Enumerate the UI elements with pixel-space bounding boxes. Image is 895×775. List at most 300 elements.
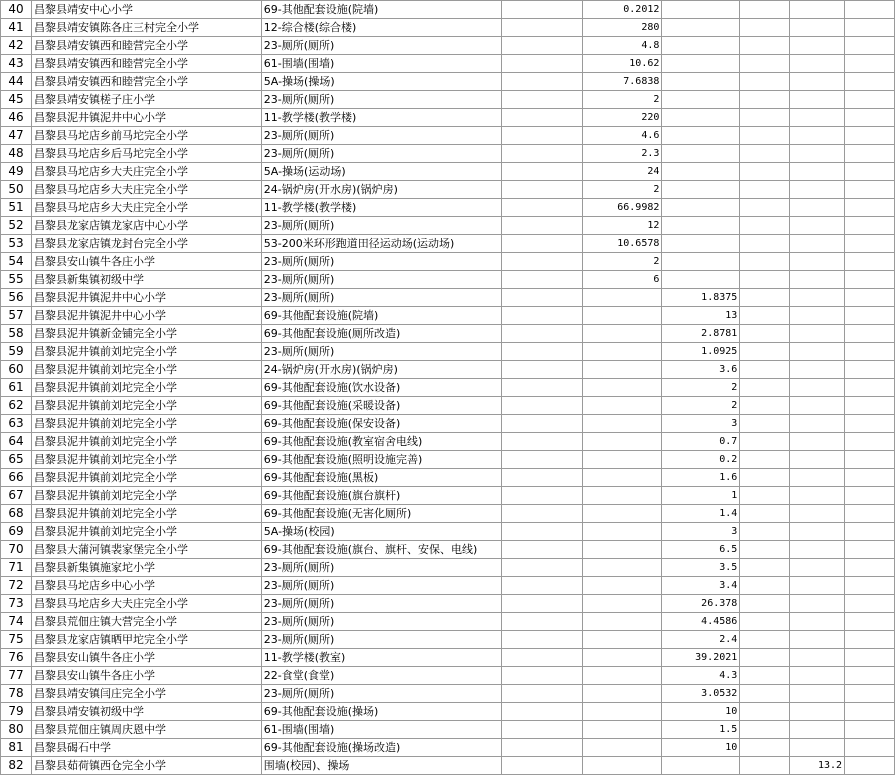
amount-cell-3[interactable] [790,199,845,217]
amount-cell-1[interactable]: 2.3 [582,145,662,163]
empty-cell[interactable] [845,325,895,343]
project-item-cell[interactable]: 69-其他配套设施(饮水设备) [261,379,501,397]
amount-cell-3[interactable] [790,271,845,289]
school-name-cell[interactable]: 昌黎县泥井镇前刘坨完全小学 [31,505,261,523]
amount-cell-1[interactable] [582,325,662,343]
amount-cell-3[interactable] [790,721,845,739]
empty-cell[interactable] [501,559,582,577]
row-number-cell[interactable]: 46 [1,109,32,127]
amount-cell-3[interactable] [790,685,845,703]
school-name-cell[interactable]: 昌黎县泥井镇泥井中心小学 [31,307,261,325]
amount-cell-2[interactable]: 4.4586 [662,613,740,631]
row-number-cell[interactable]: 48 [1,145,32,163]
amount-cell-1[interactable]: 280 [582,19,662,37]
school-name-cell[interactable]: 昌黎县马坨店乡前马坨完全小学 [31,127,261,145]
empty-cell[interactable] [740,649,790,667]
empty-cell[interactable] [501,721,582,739]
empty-cell[interactable] [740,145,790,163]
project-item-cell[interactable]: 23-厕所(厕所) [261,127,501,145]
empty-cell[interactable] [740,397,790,415]
row-number-cell[interactable]: 74 [1,613,32,631]
amount-cell-1[interactable]: 2 [582,253,662,271]
amount-cell-2[interactable]: 39.2021 [662,649,740,667]
row-number-cell[interactable]: 68 [1,505,32,523]
amount-cell-3[interactable] [790,289,845,307]
amount-cell-2[interactable]: 3 [662,523,740,541]
amount-cell-3[interactable] [790,145,845,163]
empty-cell[interactable] [501,235,582,253]
amount-cell-1[interactable]: 66.9982 [582,199,662,217]
school-name-cell[interactable]: 昌黎县靖安镇陈各庄三村完全小学 [31,19,261,37]
empty-cell[interactable] [845,19,895,37]
amount-cell-3[interactable] [790,343,845,361]
empty-cell[interactable] [740,541,790,559]
empty-cell[interactable] [501,343,582,361]
empty-cell[interactable] [501,523,582,541]
school-name-cell[interactable]: 昌黎县靖安镇西和睦营完全小学 [31,55,261,73]
empty-cell[interactable] [740,199,790,217]
empty-cell[interactable] [501,217,582,235]
amount-cell-2[interactable]: 3.6 [662,361,740,379]
amount-cell-3[interactable] [790,667,845,685]
amount-cell-3[interactable] [790,577,845,595]
row-number-cell[interactable]: 79 [1,703,32,721]
empty-cell[interactable] [740,685,790,703]
row-number-cell[interactable]: 63 [1,415,32,433]
amount-cell-1[interactable] [582,289,662,307]
amount-cell-3[interactable] [790,541,845,559]
project-item-cell[interactable]: 69-其他配套设施(黑板) [261,469,501,487]
project-item-cell[interactable]: 69-其他配套设施(操场改造) [261,739,501,757]
empty-cell[interactable] [845,253,895,271]
row-number-cell[interactable]: 72 [1,577,32,595]
amount-cell-3[interactable] [790,55,845,73]
amount-cell-1[interactable] [582,451,662,469]
project-item-cell[interactable]: 23-厕所(厕所) [261,613,501,631]
amount-cell-3[interactable] [790,379,845,397]
school-name-cell[interactable]: 昌黎县马坨店乡中心小学 [31,577,261,595]
empty-cell[interactable] [845,649,895,667]
empty-cell[interactable] [501,1,582,19]
row-number-cell[interactable]: 58 [1,325,32,343]
amount-cell-1[interactable] [582,469,662,487]
empty-cell[interactable] [501,163,582,181]
empty-cell[interactable] [501,145,582,163]
amount-cell-1[interactable] [582,577,662,595]
amount-cell-1[interactable] [582,307,662,325]
amount-cell-3[interactable] [790,37,845,55]
amount-cell-1[interactable] [582,415,662,433]
empty-cell[interactable] [740,577,790,595]
amount-cell-2[interactable] [662,91,740,109]
project-item-cell[interactable]: 69-其他配套设施(厕所改造) [261,325,501,343]
empty-cell[interactable] [740,181,790,199]
empty-cell[interactable] [845,343,895,361]
project-item-cell[interactable]: 69-其他配套设施(操场) [261,703,501,721]
project-item-cell[interactable]: 69-其他配套设施(采暖设备) [261,397,501,415]
empty-cell[interactable] [845,145,895,163]
school-name-cell[interactable]: 昌黎县龙家店镇龙家店中心小学 [31,217,261,235]
amount-cell-1[interactable] [582,523,662,541]
project-item-cell[interactable]: 23-厕所(厕所) [261,37,501,55]
project-item-cell[interactable]: 23-厕所(厕所) [261,631,501,649]
amount-cell-1[interactable]: 2 [582,91,662,109]
school-name-cell[interactable]: 昌黎县靖安镇槎子庄小学 [31,91,261,109]
empty-cell[interactable] [845,631,895,649]
empty-cell[interactable] [501,325,582,343]
empty-cell[interactable] [740,415,790,433]
amount-cell-2[interactable]: 10 [662,739,740,757]
row-number-cell[interactable]: 77 [1,667,32,685]
empty-cell[interactable] [845,271,895,289]
empty-cell[interactable] [845,199,895,217]
project-item-cell[interactable]: 23-厕所(厕所) [261,577,501,595]
amount-cell-2[interactable] [662,19,740,37]
row-number-cell[interactable]: 49 [1,163,32,181]
amount-cell-1[interactable] [582,397,662,415]
amount-cell-3[interactable] [790,523,845,541]
row-number-cell[interactable]: 67 [1,487,32,505]
amount-cell-1[interactable] [582,721,662,739]
empty-cell[interactable] [501,19,582,37]
empty-cell[interactable] [845,217,895,235]
row-number-cell[interactable]: 52 [1,217,32,235]
row-number-cell[interactable]: 54 [1,253,32,271]
row-number-cell[interactable]: 76 [1,649,32,667]
project-item-cell[interactable]: 23-厕所(厕所) [261,271,501,289]
empty-cell[interactable] [845,433,895,451]
amount-cell-1[interactable] [582,685,662,703]
school-name-cell[interactable]: 昌黎县马坨店乡大夫庄完全小学 [31,199,261,217]
amount-cell-2[interactable]: 1.8375 [662,289,740,307]
amount-cell-3[interactable] [790,253,845,271]
empty-cell[interactable] [740,595,790,613]
empty-cell[interactable] [740,271,790,289]
amount-cell-1[interactable] [582,649,662,667]
empty-cell[interactable] [501,361,582,379]
empty-cell[interactable] [501,37,582,55]
amount-cell-3[interactable] [790,505,845,523]
amount-cell-2[interactable]: 1.0925 [662,343,740,361]
amount-cell-2[interactable]: 0.2 [662,451,740,469]
amount-cell-2[interactable] [662,163,740,181]
project-item-cell[interactable]: 12-综合楼(综合楼) [261,19,501,37]
row-number-cell[interactable]: 55 [1,271,32,289]
amount-cell-3[interactable] [790,325,845,343]
row-number-cell[interactable]: 64 [1,433,32,451]
empty-cell[interactable] [740,361,790,379]
school-name-cell[interactable]: 昌黎县泥井镇前刘坨完全小学 [31,343,261,361]
row-number-cell[interactable]: 66 [1,469,32,487]
amount-cell-2[interactable] [662,1,740,19]
project-item-cell[interactable]: 23-厕所(厕所) [261,685,501,703]
project-item-cell[interactable]: 23-厕所(厕所) [261,145,501,163]
amount-cell-3[interactable] [790,307,845,325]
empty-cell[interactable] [845,703,895,721]
row-number-cell[interactable]: 80 [1,721,32,739]
empty-cell[interactable] [845,541,895,559]
row-number-cell[interactable]: 61 [1,379,32,397]
empty-cell[interactable] [845,595,895,613]
empty-cell[interactable] [740,1,790,19]
empty-cell[interactable] [845,559,895,577]
empty-cell[interactable] [740,163,790,181]
school-name-cell[interactable]: 昌黎县泥井镇前刘坨完全小学 [31,487,261,505]
school-name-cell[interactable]: 昌黎县新集镇施家坨小学 [31,559,261,577]
amount-cell-3[interactable] [790,631,845,649]
school-name-cell[interactable]: 昌黎县泥井镇前刘坨完全小学 [31,433,261,451]
empty-cell[interactable] [845,73,895,91]
amount-cell-1[interactable] [582,361,662,379]
amount-cell-3[interactable] [790,19,845,37]
project-item-cell[interactable]: 53-200米环形跑道田径运动场(运动场) [261,235,501,253]
empty-cell[interactable] [845,235,895,253]
school-name-cell[interactable]: 昌黎县马坨店乡大夫庄完全小学 [31,181,261,199]
amount-cell-1[interactable]: 2 [582,181,662,199]
empty-cell[interactable] [845,1,895,19]
project-item-cell[interactable]: 11-教学楼(教学楼) [261,199,501,217]
amount-cell-3[interactable] [790,217,845,235]
empty-cell[interactable] [845,181,895,199]
empty-cell[interactable] [740,235,790,253]
empty-cell[interactable] [740,433,790,451]
empty-cell[interactable] [740,343,790,361]
amount-cell-2[interactable] [662,757,740,775]
empty-cell[interactable] [740,91,790,109]
row-number-cell[interactable]: 43 [1,55,32,73]
row-number-cell[interactable]: 40 [1,1,32,19]
amount-cell-3[interactable] [790,181,845,199]
empty-cell[interactable] [740,19,790,37]
row-number-cell[interactable]: 41 [1,19,32,37]
amount-cell-1[interactable]: 24 [582,163,662,181]
amount-cell-3[interactable] [790,487,845,505]
empty-cell[interactable] [845,379,895,397]
empty-cell[interactable] [845,55,895,73]
empty-cell[interactable] [845,307,895,325]
amount-cell-1[interactable] [582,739,662,757]
empty-cell[interactable] [501,91,582,109]
project-item-cell[interactable]: 69-其他配套设施(院墙) [261,307,501,325]
amount-cell-3[interactable] [790,613,845,631]
row-number-cell[interactable]: 44 [1,73,32,91]
empty-cell[interactable] [845,469,895,487]
school-name-cell[interactable]: 昌黎县泥井镇前刘坨完全小学 [31,397,261,415]
amount-cell-3[interactable] [790,235,845,253]
project-item-cell[interactable]: 69-其他配套设施(旗台、旗杆、安保、电线) [261,541,501,559]
amount-cell-2[interactable] [662,199,740,217]
amount-cell-2[interactable]: 26.378 [662,595,740,613]
empty-cell[interactable] [501,307,582,325]
empty-cell[interactable] [740,289,790,307]
empty-cell[interactable] [501,667,582,685]
school-name-cell[interactable]: 昌黎县靖安中心小学 [31,1,261,19]
project-item-cell[interactable]: 5A-操场(运动场) [261,163,501,181]
amount-cell-3[interactable] [790,559,845,577]
empty-cell[interactable] [501,397,582,415]
amount-cell-1[interactable] [582,343,662,361]
amount-cell-2[interactable] [662,73,740,91]
amount-cell-2[interactable] [662,145,740,163]
empty-cell[interactable] [501,271,582,289]
amount-cell-1[interactable]: 6 [582,271,662,289]
empty-cell[interactable] [501,379,582,397]
empty-cell[interactable] [501,649,582,667]
empty-cell[interactable] [501,55,582,73]
amount-cell-1[interactable] [582,559,662,577]
amount-cell-2[interactable]: 3.4 [662,577,740,595]
project-item-cell[interactable]: 11-教学楼(教学楼) [261,109,501,127]
project-item-cell[interactable]: 23-厕所(厕所) [261,289,501,307]
empty-cell[interactable] [501,541,582,559]
empty-cell[interactable] [845,127,895,145]
empty-cell[interactable] [845,613,895,631]
empty-cell[interactable] [740,469,790,487]
empty-cell[interactable] [845,397,895,415]
amount-cell-1[interactable]: 12 [582,217,662,235]
row-number-cell[interactable]: 53 [1,235,32,253]
school-name-cell[interactable]: 昌黎县泥井镇前刘坨完全小学 [31,379,261,397]
empty-cell[interactable] [740,109,790,127]
amount-cell-2[interactable] [662,127,740,145]
empty-cell[interactable] [740,613,790,631]
project-item-cell[interactable]: 22-食堂(食堂) [261,667,501,685]
empty-cell[interactable] [501,487,582,505]
amount-cell-3[interactable] [790,163,845,181]
amount-cell-1[interactable]: 10.6578 [582,235,662,253]
amount-cell-1[interactable] [582,487,662,505]
project-item-cell[interactable]: 23-厕所(厕所) [261,253,501,271]
empty-cell[interactable] [845,721,895,739]
row-number-cell[interactable]: 73 [1,595,32,613]
row-number-cell[interactable]: 57 [1,307,32,325]
empty-cell[interactable] [501,199,582,217]
empty-cell[interactable] [740,703,790,721]
empty-cell[interactable] [501,631,582,649]
empty-cell[interactable] [845,577,895,595]
empty-cell[interactable] [501,685,582,703]
school-name-cell[interactable]: 昌黎县马坨店乡后马坨完全小学 [31,145,261,163]
row-number-cell[interactable]: 59 [1,343,32,361]
project-item-cell[interactable]: 61-围墙(围墙) [261,55,501,73]
school-name-cell[interactable]: 昌黎县泥井镇前刘坨完全小学 [31,523,261,541]
empty-cell[interactable] [501,73,582,91]
empty-cell[interactable] [740,631,790,649]
empty-cell[interactable] [501,415,582,433]
amount-cell-1[interactable] [582,505,662,523]
amount-cell-1[interactable] [582,541,662,559]
amount-cell-2[interactable] [662,37,740,55]
project-item-cell[interactable]: 23-厕所(厕所) [261,559,501,577]
school-name-cell[interactable]: 昌黎县泥井镇新金铺完全小学 [31,325,261,343]
row-number-cell[interactable]: 65 [1,451,32,469]
school-name-cell[interactable]: 昌黎县安山镇牛各庄小学 [31,667,261,685]
amount-cell-2[interactable]: 1.6 [662,469,740,487]
school-name-cell[interactable]: 昌黎县靖安镇西和睦营完全小学 [31,73,261,91]
school-name-cell[interactable]: 昌黎县泥井镇泥井中心小学 [31,109,261,127]
amount-cell-2[interactable]: 6.5 [662,541,740,559]
empty-cell[interactable] [501,253,582,271]
school-name-cell[interactable]: 昌黎县龙家店镇晒甲坨完全小学 [31,631,261,649]
empty-cell[interactable] [740,55,790,73]
empty-cell[interactable] [501,289,582,307]
empty-cell[interactable] [845,451,895,469]
amount-cell-3[interactable] [790,595,845,613]
project-item-cell[interactable]: 69-其他配套设施(教室宿舍电线) [261,433,501,451]
row-number-cell[interactable]: 45 [1,91,32,109]
amount-cell-2[interactable]: 4.3 [662,667,740,685]
amount-cell-1[interactable] [582,613,662,631]
amount-cell-2[interactable]: 2.4 [662,631,740,649]
project-item-cell[interactable]: 69-其他配套设施(无害化厕所) [261,505,501,523]
empty-cell[interactable] [501,181,582,199]
empty-cell[interactable] [740,523,790,541]
project-item-cell[interactable]: 69-其他配套设施(旗台旗杆) [261,487,501,505]
school-name-cell[interactable]: 昌黎县泥井镇泥井中心小学 [31,289,261,307]
empty-cell[interactable] [845,361,895,379]
amount-cell-2[interactable]: 1.4 [662,505,740,523]
empty-cell[interactable] [501,505,582,523]
empty-cell[interactable] [845,487,895,505]
amount-cell-1[interactable]: 4.8 [582,37,662,55]
school-name-cell[interactable]: 昌黎县大蒲河镇裴家堡完全小学 [31,541,261,559]
project-item-cell[interactable]: 23-厕所(厕所) [261,595,501,613]
amount-cell-3[interactable] [790,649,845,667]
school-name-cell[interactable]: 昌黎县荒佃庄镇周庆恩中学 [31,721,261,739]
empty-cell[interactable] [501,469,582,487]
amount-cell-3[interactable] [790,739,845,757]
amount-cell-1[interactable]: 4.6 [582,127,662,145]
empty-cell[interactable] [740,379,790,397]
amount-cell-2[interactable]: 0.7 [662,433,740,451]
empty-cell[interactable] [501,433,582,451]
row-number-cell[interactable]: 56 [1,289,32,307]
row-number-cell[interactable]: 69 [1,523,32,541]
amount-cell-2[interactable] [662,235,740,253]
empty-cell[interactable] [740,739,790,757]
amount-cell-1[interactable]: 0.2012 [582,1,662,19]
row-number-cell[interactable]: 60 [1,361,32,379]
empty-cell[interactable] [740,253,790,271]
amount-cell-1[interactable] [582,433,662,451]
amount-cell-1[interactable] [582,757,662,775]
amount-cell-3[interactable] [790,469,845,487]
amount-cell-2[interactable] [662,181,740,199]
amount-cell-3[interactable] [790,361,845,379]
empty-cell[interactable] [501,577,582,595]
empty-cell[interactable] [845,415,895,433]
empty-cell[interactable] [740,757,790,775]
row-number-cell[interactable]: 47 [1,127,32,145]
school-name-cell[interactable]: 昌黎县靖安镇西和睦营完全小学 [31,37,261,55]
empty-cell[interactable] [501,451,582,469]
empty-cell[interactable] [501,703,582,721]
amount-cell-3[interactable] [790,397,845,415]
empty-cell[interactable] [740,667,790,685]
school-name-cell[interactable]: 昌黎县靖安镇初级中学 [31,703,261,721]
school-name-cell[interactable]: 昌黎县茹荷镇西仓完全小学 [31,757,261,775]
row-number-cell[interactable]: 71 [1,559,32,577]
amount-cell-2[interactable] [662,109,740,127]
school-name-cell[interactable]: 昌黎县泥井镇前刘坨完全小学 [31,451,261,469]
amount-cell-3[interactable] [790,451,845,469]
school-name-cell[interactable]: 昌黎县龙家店镇龙封台完全小学 [31,235,261,253]
amount-cell-2[interactable] [662,55,740,73]
amount-cell-3[interactable]: 13.2 [790,757,845,775]
school-name-cell[interactable]: 昌黎县荒佃庄镇大营完全小学 [31,613,261,631]
project-item-cell[interactable]: 24-锅炉房(开水房)(锅炉房) [261,361,501,379]
empty-cell[interactable] [845,757,895,775]
